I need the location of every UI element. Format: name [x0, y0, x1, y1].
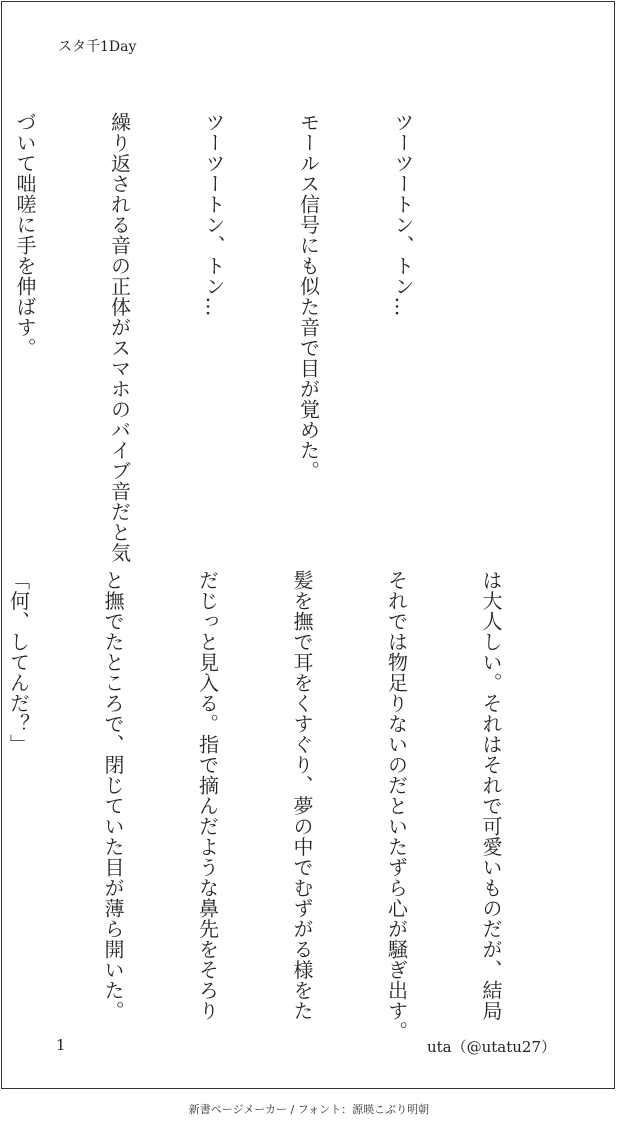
text-line: だじっと見入る。指で摘んだような鼻先をそろり [195, 570, 220, 1021]
text-line: ツーツートン、トン… [202, 112, 226, 317]
text-line: 繰り返される音の正体がスマホのバイブ音だと気 [107, 112, 132, 563]
page-title: スタ千1Day [58, 39, 137, 55]
page-number: 1 [56, 1036, 66, 1054]
footer-credit: 新書ページメーカー / フォント：源暎こぶり明朝 [188, 1103, 430, 1116]
text-line: モールス信号にも似た音で目が覚めた。 [296, 112, 321, 481]
text-line: は大人しい。それはそれで可愛いものだが、結局 [479, 570, 503, 1021]
text-line: 髪を撫で耳をくすぐり、夢の中でむずがる様をた [290, 570, 314, 1021]
text-line: ツーツートン、トン… [391, 112, 415, 317]
text-block-lower [0, 570, 569, 1042]
author-credit: uta（@utatu27） [426, 1038, 556, 1056]
text-line: 「何、してんだ？」 [6, 570, 31, 755]
text-line: それでは物足りないのだといたずら心が騒ぎ出す。 [384, 570, 409, 1042]
text-line: づいて咄嗟に手を伸ばす。 [13, 112, 37, 358]
text-line: と撫でたところで、閉じていた目が薄ら開いた。 [101, 570, 125, 1021]
text-block-upper [0, 112, 481, 563]
